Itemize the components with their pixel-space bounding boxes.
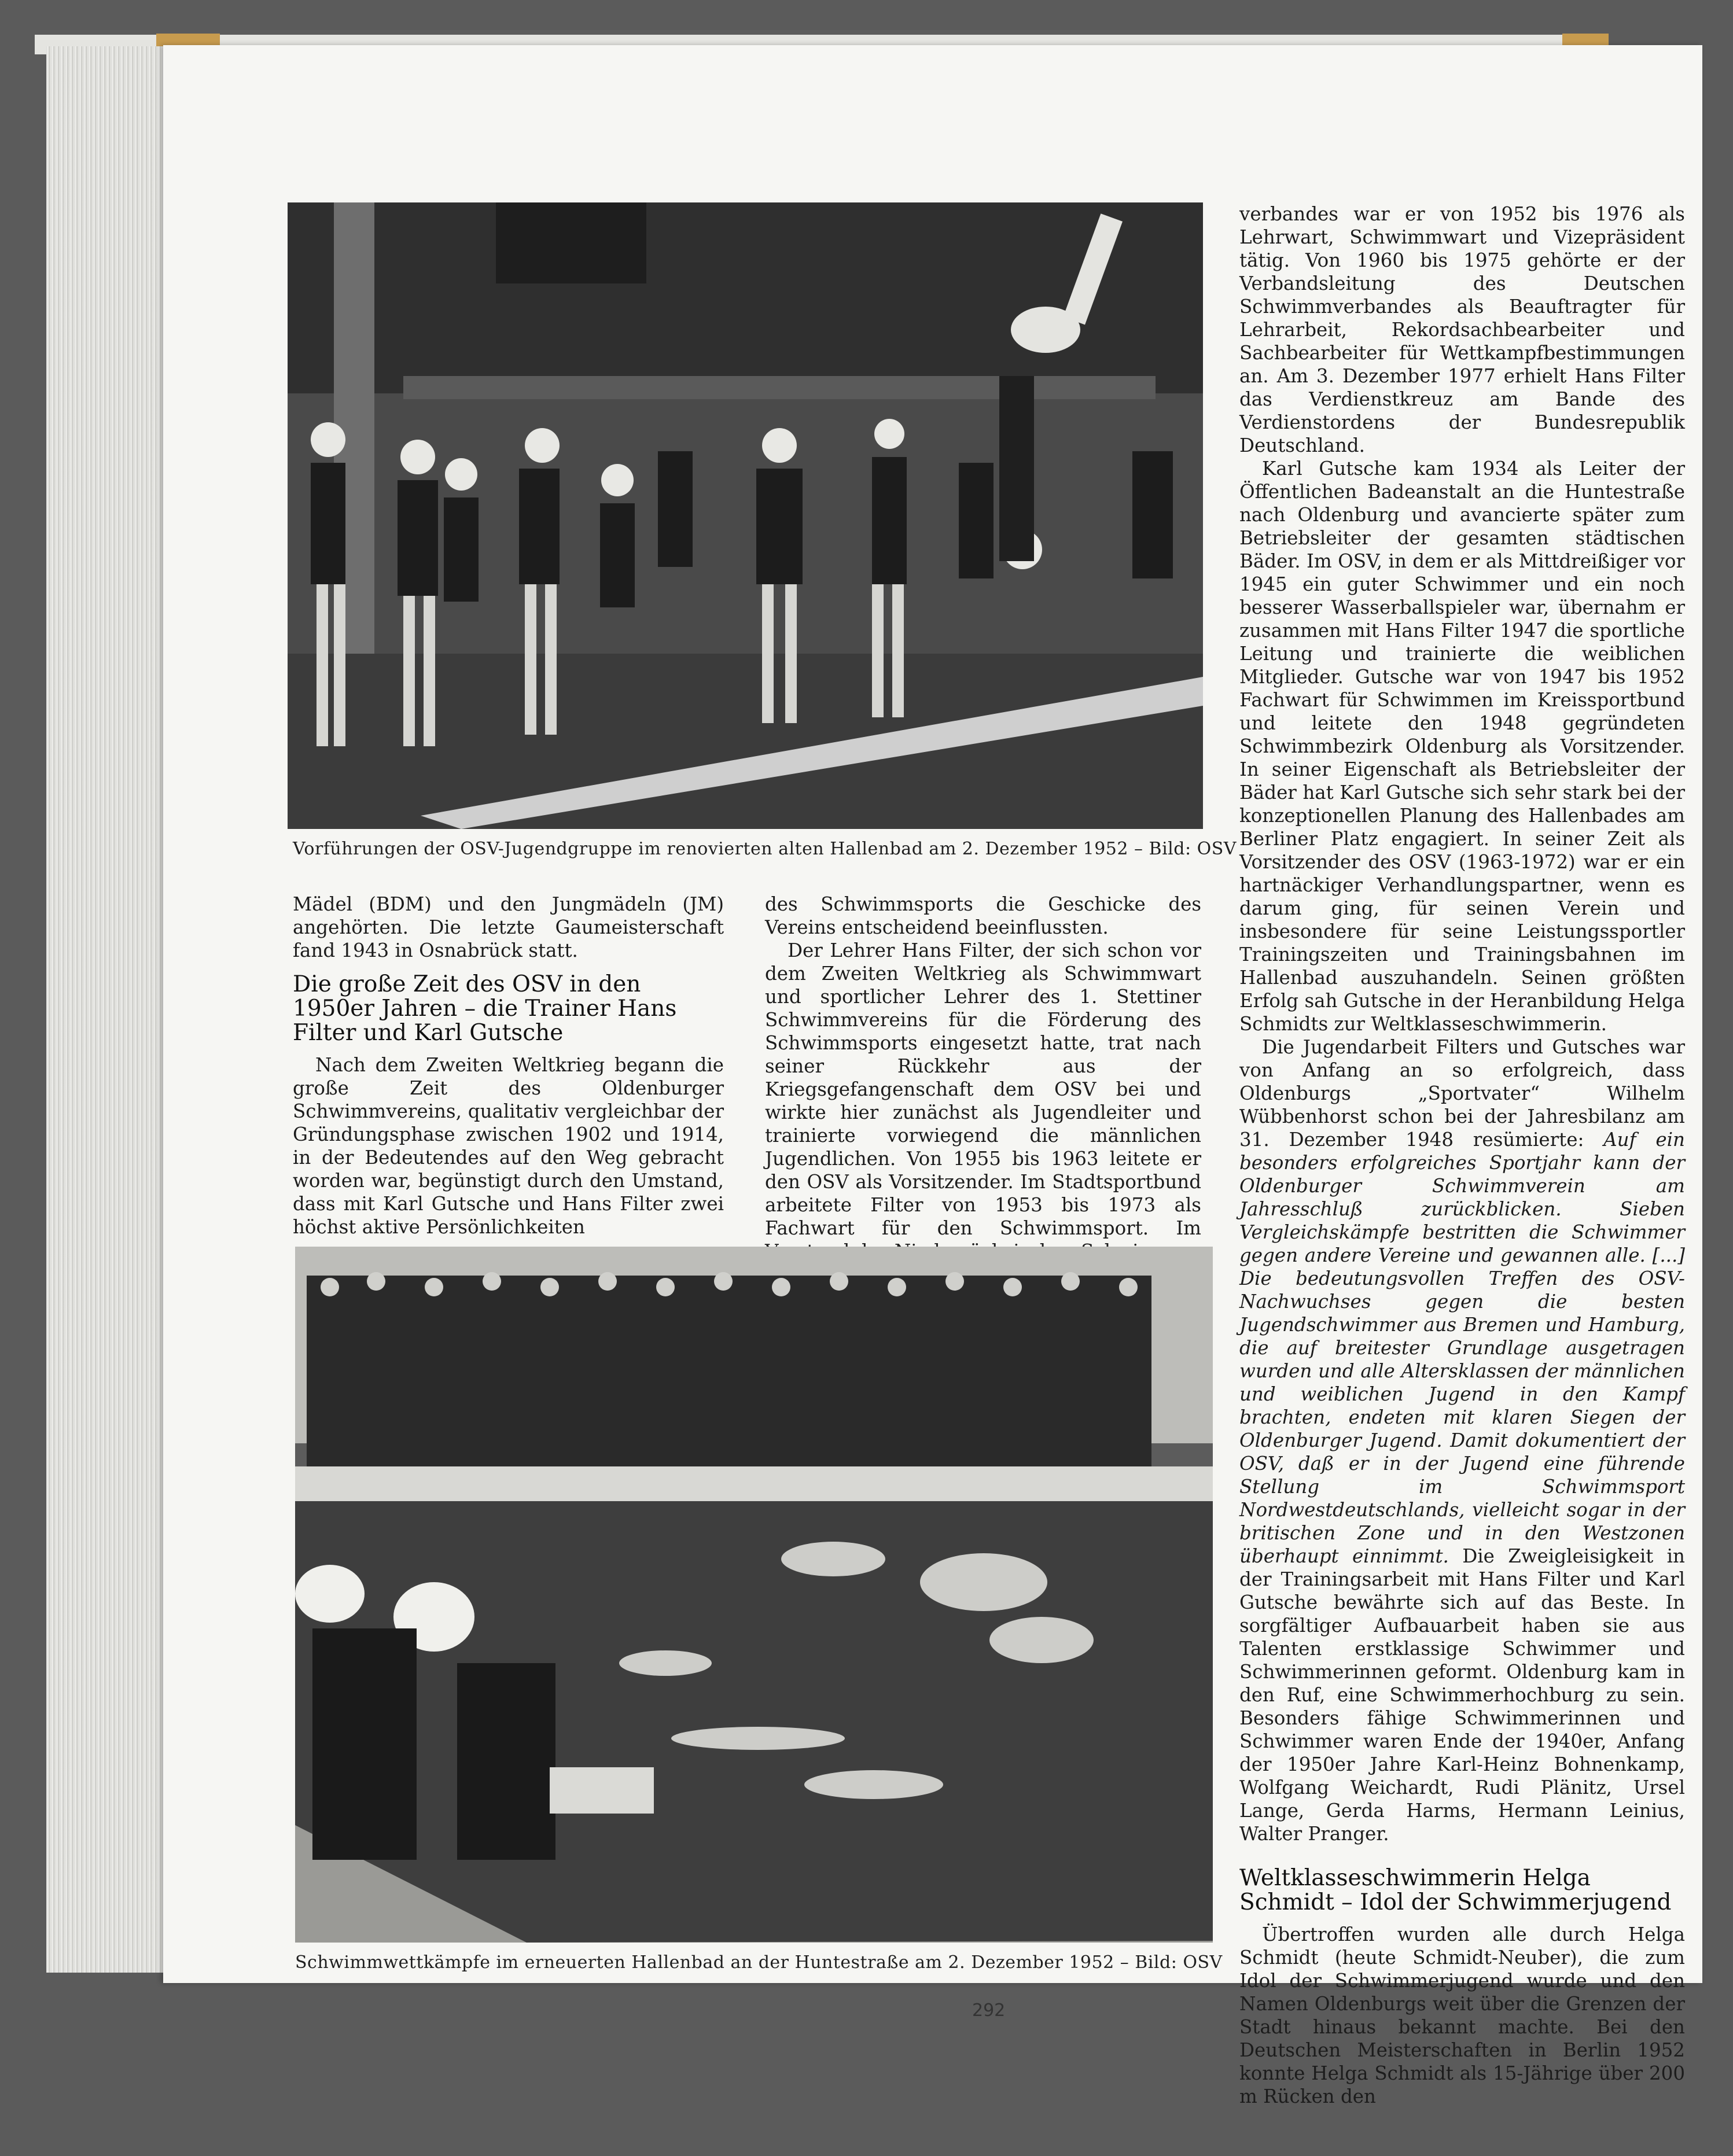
section-heading: Die große Zeit des OSV in den 1950er Jahren – die Trainer Hans Filter und Karl Gutsche (293, 971, 677, 1046)
section-heading: Weltklasseschwimmerin Helga Schmidt – Idol der Schwimmerjugend (1239, 1865, 1672, 1915)
paragraph: Der Lehrer Hans Filter, der sich schon vor dem Zweiten Weltkrieg als Schwimmwart und sportlicher Lehrer des 1. Stettiner Schwimmvereins für die Förderung des Schwimmsports eingesetzt hatte, trat nach seiner Rückkehr aus der Kriegsgefangenschaft dem OSV bei und wirkte hier zunächst als Jugendleiter und trainierte vorwiegend die männlichen Jugendlichen. Von 1955 bis 1963 leitete er den OSV als Vorsitzender. Im Stadtsportbund arbeitete Filter von 1953 bis 1973 als Fachwart für den Schwimmsport. Im (765, 939, 1201, 1239)
page-number: 292 (972, 2000, 1006, 2021)
paragraph (1239, 1035, 1685, 1845)
paragraph: Karl Gutsche kam 1934 als Leiter der Öffentlichen Badeanstalt an die Huntestraße nach Oldenburg und avancierte später zum Betriebsleiter der gesamten städtischen Bäder. Im OSV, in dem er als Mittdreißiger vor 1945 ein guter Schwimmer und ein noch besserer Wasserballspieler war, übernahm er zusammen mit Hans Filter 1947 die sportliche Leitung und trainierte die weiblichen Mitglieder. Gutsche war von 1947 bis 1952 Fachwart für Schwimmen im Kreissportbund und leitete den 1948 gegründeten Schwimmbezirk Oldenburg als Vorsitzender. In seiner Eigenschaft als Betriebsleiter der Bäder hat Karl Gutsche sich sehr stark bei der konzeptionellen Planung des Hallenbades am Berliner Platz engagiert. In seiner Zeit als Vorsitzender des OSV (1963-1972) war er ein hartnäckiger Verhandlungspartner, wenn es darum ging, für seinen Verein und insbesondere für seine Leistungssportler Trainingszeiten und Trainingsbahnen im Hallenbad auszuhandeln. Seinen größten Erfolg sah Gutsche in der Heranbildung Helga Schmidts zur Weltklasseschwimmerin. (1239, 458, 1685, 1035)
photo-bottom-caption: Schwimmwettkämpfe im erneuerten Hallenbad an der Huntestraße am 2. Dezember 1952 – Bild: OSV (295, 1952, 1223, 1973)
text-column-middle (765, 893, 1201, 1263)
paragraph: Übertroffen wurden alle durch Helga Schmidt (heute Schmidt-Neuber), die zum Idol der Schwimmerjugend wurde und den Namen Oldenburgs weit über die Grenzen der Stadt hinaus bekannt machte. Bei den Deutschen Meisterschaften in Berlin 1952 konnte Helga Schmidt als 15-Jährige über 200 m Rücken den (1239, 1923, 1685, 2107)
paragraph-text: Die Zweigleisigkeit in der Trainingsarbeit mit Hans Filter und Karl Gutsche bewährte sich auf das Beste. In sorgfältiger Aufbauarbeit haben sie aus Talenten erstklassige Schwimmer und Schwimmerinnen geformt. Oldenburg kam in den Ruf, eine Schwimmerhochburg zu sein. Besonders fähige Schwimmerinnen und Schwimmer waren Ende der 1940er, Anfang der 1950er Jahre Karl-Heinz Bohnenkamp, Wolfgang Weichardt, Rudi Plänitz, Ursel Lange, Gerda Harms, Hermann Leinius, Walter Pranger. (1239, 1545, 1685, 1845)
paragraph: Mädel (BDM) und den Jungmädeln (JM) angehörten. Die letzte Gaumeisterschaft fand 1943 in Osnabrück statt. (293, 893, 724, 961)
paragraph-text: Die Jugendarbeit Filters und Gutsches war von Anfang an so erfolgreich, dass Oldenburgs „Sportvater“ Wilhelm Wübbenhorst schon bei der Jahresbilanz am 31. Dezember 1948 resümierte: (1239, 1036, 1685, 1151)
paragraph: des Schwimmsports die Geschicke des Vereins entscheidend beeinflussten. (765, 893, 1201, 938)
quote-text: Auf ein besonders erfolgreiches Sportjahr kann der Oldenburger Schwimmverein am Jahresschluß zurückblicken. Sieben Vergleichskämpfe bestritten die Schwimmer gegen andere Vereine und gewannen alle. [...] Die bedeutungsvollen Treffen des OSV-Nachwuchses gegen die besten Jugendschwimmer aus Bremen und Hamburg, die auf breitester Grundlage ausgetragen wurden und alle Altersklassen der männlichen und weiblichen Jugend in den Kampf brachten, endeten mit klaren Siegen der Oldenburger Jugend. Damit dokumentiert der OSV, daß er in der Jugend eine führende Stellung im Schwimmsport Nordwestdeutschlands, vielleicht sogar in der britischen Zone und in den Westzonen überhaupt einnimmt. (1239, 1129, 1685, 1567)
text-column-right (1239, 202, 1685, 2108)
paragraph: Nach dem Zweiten Weltkrieg begann die große Zeit des Oldenburger Schwimmvereins, qualitativ vergleichbar der Gründungsphase zwischen 1902 und 1914, in der Bedeutendes auf den Weg gebracht worden war, begünstigt durch den Umstand, dass mit Karl Gutsche und Hans Filter zwei höchst aktive Persönlichkeiten (293, 1054, 724, 1238)
page-stack-edge (46, 46, 175, 1973)
photo-youth-group-demonstration (288, 202, 1203, 829)
text-column-left (293, 893, 724, 1239)
paragraph: verbandes war er von 1952 bis 1976 als Lehrwart, Schwimmwart und Vizepräsident tätig. Von 1960 bis 1975 gehörte er der Verbandsleitung des Deutschen Schwimmverbandes als Beauftragter für Lehrarbeit, Rekordsachbearbeiter und Sachbearbeiter für Wettkampfbestimmungen an. Am 3. Dezember 1977 erhielt Hans Filter das Verdienstkreuz am Bande des Verdienstordens der Bundesrepublik Deutschland. (1239, 203, 1685, 456)
photo-swimming-competition (295, 1247, 1213, 1943)
photo-top-caption: Vorführungen der OSV-Jugendgruppe im renovierten alten Hallenbad am 2. Dezember 1952 – Bild: OSV (293, 839, 1237, 859)
